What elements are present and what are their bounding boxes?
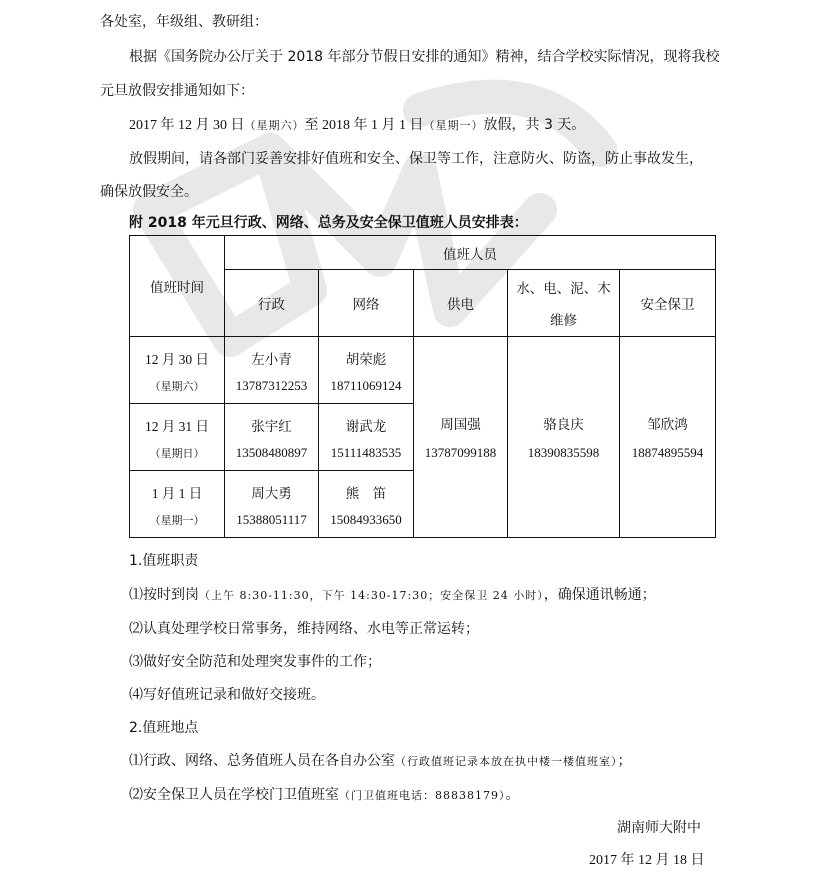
power-cell — [414, 337, 508, 538]
duty-date-cell — [130, 337, 225, 404]
power-name: 周国强 — [440, 417, 481, 433]
admin-cell — [225, 471, 319, 538]
admin-phone: 13787312253 — [235, 378, 308, 393]
admin-phone: 15388051117 — [236, 512, 307, 527]
reminder-line-2: 确保放假安全。 — [100, 184, 198, 200]
holiday-start: 2017 年 12 月 30 日 — [129, 118, 245, 133]
intro-line-1: 根据《国务院办公厅关于 2018 年部分节假日安排的通知》精神，结合学校实际情况，现将我校 — [129, 49, 720, 65]
duty-weekday: （星期日） — [149, 447, 205, 460]
power-phone: 13787099188 — [424, 445, 497, 460]
duty-weekday: （星期一） — [149, 514, 205, 527]
header-maintenance-line2: 维修 — [550, 313, 577, 329]
duty-item-1 — [129, 585, 656, 606]
network-phone: 18711069124 — [330, 378, 402, 393]
admin-cell — [225, 337, 319, 404]
location-item-2 — [129, 785, 520, 806]
table-title: 附 2018 年元旦行政、网络、总务及安全保卫值班人员安排表： — [129, 215, 528, 231]
security-name: 邹欣鸿 — [647, 417, 688, 433]
duty-item-3: ⑶做好安全防范和处理突发事件的工作； — [129, 654, 381, 670]
signature-date: 2017 年 12 月 18 日 — [589, 853, 705, 868]
duty-item-1-prefix: ⑴按时到岗 — [129, 587, 199, 603]
duty-weekday: （星期六） — [149, 380, 205, 393]
location-item-1-prefix: ⑴行政、网络、总务值班人员在各自办公室 — [129, 753, 395, 769]
table-row — [130, 337, 716, 404]
duty-date: 1 月 1 日 — [151, 486, 203, 501]
network-cell — [319, 471, 414, 538]
admin-name: 张宇红 — [251, 419, 292, 435]
network-name: 熊 笛 — [345, 486, 387, 502]
header-duty-time: 值班时间 — [130, 236, 225, 337]
header-admin: 行政 — [225, 270, 319, 337]
location-heading: 2.值班地点 — [129, 720, 199, 736]
location-item-2-prefix: ⑵安全保卫人员在学校门卫值班室 — [129, 787, 339, 803]
network-name: 胡荣彪 — [345, 352, 387, 368]
holiday-start-weekday: （星期六） — [244, 119, 305, 132]
header-duty-staff: 值班人员 — [225, 236, 716, 270]
security-phone: 18874895594 — [631, 445, 704, 460]
maintenance-name: 骆良庆 — [543, 417, 584, 433]
intro-line-2: 元旦放假安排通知如下： — [100, 83, 254, 99]
duty-date: 12 月 31 日 — [144, 419, 210, 434]
duty-table — [129, 235, 716, 538]
duty-item-1-suffix: ，确保通讯畅通； — [543, 587, 656, 603]
network-phone: 15084933650 — [330, 512, 402, 527]
maintenance-phone: 18390835598 — [527, 445, 600, 460]
header-maintenance-line1: 水、电、泥、木 — [516, 281, 611, 297]
header-maintenance — [508, 270, 620, 337]
maintenance-cell — [508, 337, 620, 538]
header-power: 供电 — [414, 270, 508, 337]
holiday-end: 至 2018 年 1 月 1 日 — [304, 118, 424, 133]
location-item-2-detail: （门卫值班电话：88838179） — [339, 789, 506, 802]
admin-name: 周大勇 — [251, 486, 292, 502]
network-phone: 15111483535 — [330, 445, 402, 460]
network-cell — [319, 337, 414, 404]
duty-date: 12 月 30 日 — [144, 352, 210, 367]
network-name: 谢武龙 — [345, 419, 387, 435]
holiday-dates — [129, 115, 585, 136]
header-security: 安全保卫 — [620, 270, 716, 337]
header-network: 网络 — [319, 270, 414, 337]
admin-cell — [225, 404, 319, 471]
admin-name: 左小青 — [251, 352, 292, 368]
duty-item-1-detail: （上午 8:30-11:30，下午 14:30-17:30；安全保卫 24 小时） — [199, 589, 544, 602]
duty-date-cell — [130, 471, 225, 538]
location-item-1-suffix: ； — [617, 753, 632, 769]
admin-phone: 13508480897 — [235, 445, 308, 460]
signature-org: 湖南师大附中 — [617, 820, 701, 836]
location-item-1 — [129, 751, 632, 772]
security-cell — [620, 337, 716, 538]
table-header-row — [130, 236, 716, 270]
duties-heading: 1.值班职责 — [129, 553, 199, 569]
salutation: 各处室，年级组、教研组： — [100, 14, 268, 30]
duty-item-2: ⑵认真处理学校日常事务，维持网络、水电等正常运转； — [129, 621, 479, 637]
duty-item-4: ⑷写好值班记录和做好交接班。 — [129, 687, 325, 703]
reminder-line-1: 放假期间，请各部门妥善安排好值班和安全、保卫等工作，注意防火、防盗，防止事故发生， — [129, 151, 703, 167]
location-item-2-suffix: 。 — [505, 787, 520, 803]
holiday-end-weekday: （星期一） — [423, 119, 484, 132]
network-cell — [319, 404, 414, 471]
holiday-summary: 放假，共 3 天。 — [483, 117, 586, 133]
location-item-1-detail: （行政值班记录本放在执中楼一楼值班室） — [395, 755, 618, 768]
duty-date-cell — [130, 404, 225, 471]
